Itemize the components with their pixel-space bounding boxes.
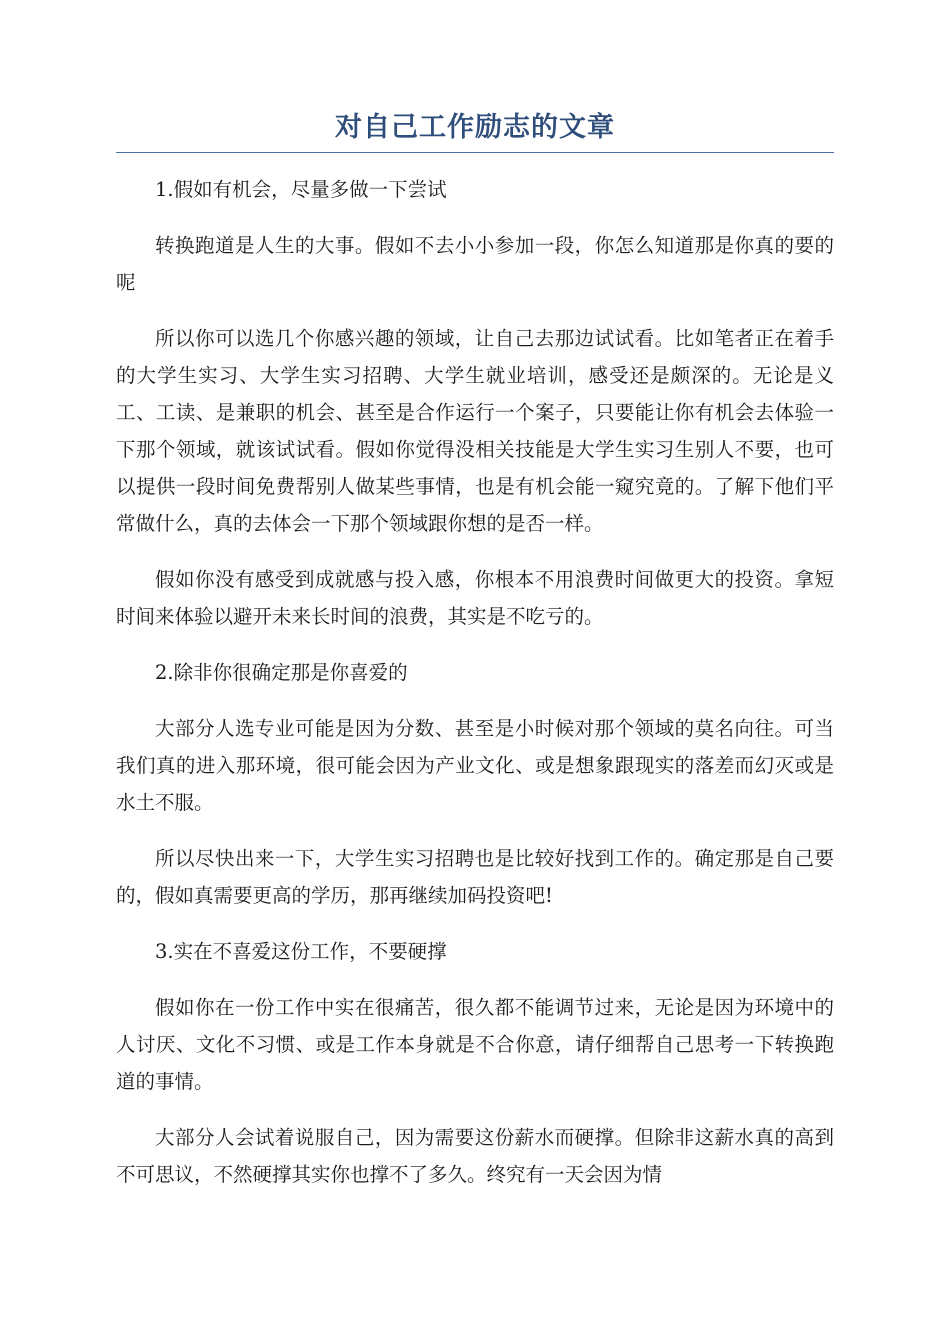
paragraph: 大部分人选专业可能是因为分数、甚至是小时候对那个领域的莫名向往。可当我们真的进入那环境，很可能会因为产业文化、或是想象跟现实的落差而幻灭或是水土不服。 — [116, 717, 834, 814]
paragraph: 假如你没有感受到成就感与投入感，你根本不用浪费时间做更大的投资。拿短时间来体验以避开未来长时间的浪费，其实是不吃亏的。 — [116, 568, 834, 628]
paragraph: 所以尽快出来一下，大学生实习招聘也是比较好找到工作的。确定那是自己要的，假如真需要更高的学历，那再继续加码投资吧! — [116, 847, 834, 907]
paragraph: 转换跑道是人生的大事。假如不去小小参加一段，你怎么知道那是你真的要的呢 — [116, 234, 834, 294]
section-heading-3: 3.实在不喜爱这份工作，不要硬撑 — [155, 940, 447, 963]
section-heading-1: 1.假如有机会，尽量多做一下尝试 — [155, 178, 447, 201]
paragraph: 大部分人会试着说服自己，因为需要这份薪水而硬撑。但除非这薪水真的高到不可思议，不然硬撑其实你也撑不了多久。终究有一天会因为情 — [116, 1126, 834, 1186]
document-page — [116, 108, 834, 1212]
title-divider — [116, 152, 834, 153]
paragraph: 所以你可以选几个你感兴趣的领域，让自己去那边试试看。比如笔者正在着手的大学生实习、大学生实习招聘、大学生就业培训，感受还是颇深的。无论是义工、工读、是兼职的机会、甚至是合作运行一个案子，只要能让你有机会去体验一下那个领域，就该试试看。假如你觉得没相关技能是大学生实习生别人不要，也可以提供一段时间免费帮别人做某些事情，也是有机会能一窥究竟的。了解下他们平常做什么，真的去体会一下那个领域跟你想的是否一样。 — [116, 327, 834, 535]
document-body — [116, 171, 834, 1193]
document-title: 对自己工作励志的文章 — [335, 112, 615, 143]
section-heading-2: 2.除非你很确定那是你喜爱的 — [155, 661, 408, 684]
paragraph: 假如你在一份工作中实在很痛苦，很久都不能调节过来，无论是因为环境中的人讨厌、文化不习惯、或是工作本身就是不合你意，请仔细帮自己思考一下转换跑道的事情。 — [116, 996, 834, 1093]
